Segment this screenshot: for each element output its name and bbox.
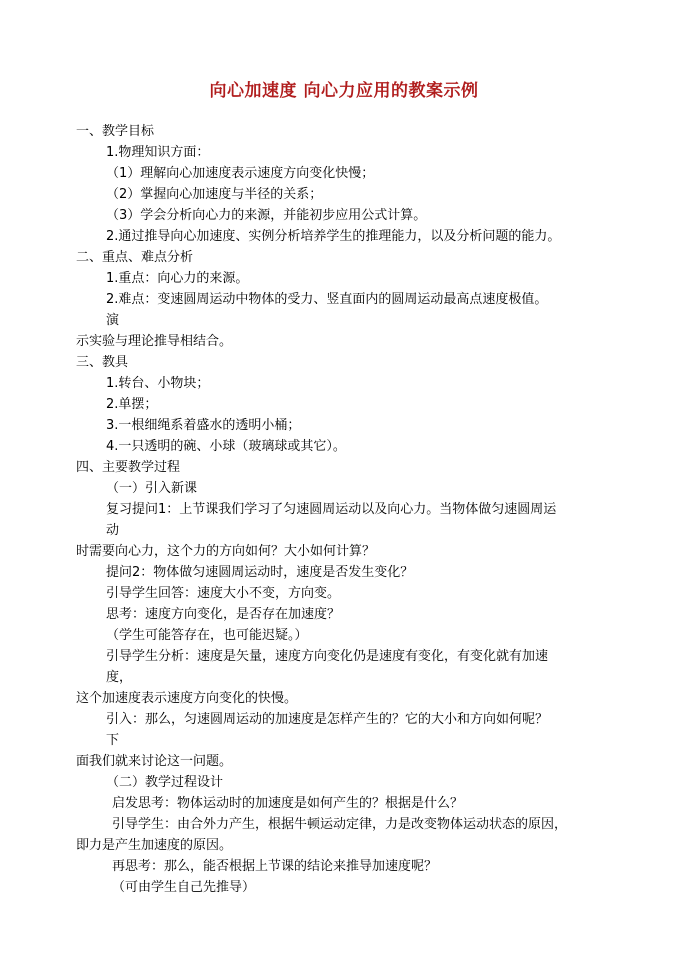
text-line: 度， — [106, 670, 133, 685]
text-line: 3.一根细绳系着盛水的透明小桶； — [106, 418, 301, 433]
text-line: 引导学生回答：速度大小不变，方向变。 — [106, 586, 341, 601]
text-line: 再思考：那么，能否根据上节课的结论来推导加速度呢？ — [112, 859, 438, 874]
text-line: 这个加速度表示速度方向变化的快慢。 — [76, 691, 298, 706]
text-line: （2）掌握向心加速度与半径的关系； — [106, 187, 323, 202]
text-line: 动 — [106, 523, 120, 538]
section-heading-objectives: 一、教学目标 — [76, 124, 155, 139]
text-line: 1.转台、小物块； — [106, 376, 210, 391]
text-line: 4.一只透明的碗、小球（玻璃球或其它）。 — [106, 439, 346, 454]
text-line: （学生可能答存在，也可能迟疑。） — [106, 628, 308, 643]
text-line: 引入：那么，匀速圆周运动的加速度是怎样产生的？它的大小和方向如何呢？ — [106, 712, 549, 727]
section-heading-key-points: 二、重点、难点分析 — [76, 250, 194, 265]
text-line: 示实验与理论推导相结合。 — [76, 334, 233, 349]
text-line: 提问2：物体做匀速圆周运动时，速度是否发生变化？ — [106, 565, 414, 580]
text-line: 2.通过推导向心加速度、实例分析培养学生的推理能力，以及分析问题的能力。 — [106, 229, 561, 244]
text-line: 复习提问1：上节课我们学习了匀速圆周运动以及向心力。当物体做匀速圆周运 — [106, 502, 557, 517]
subsection-heading: （二）教学过程设计 — [106, 775, 224, 790]
text-line: 1.物理知识方面： — [106, 145, 210, 160]
text-line: 面我们就来讨论这一问题。 — [76, 754, 233, 769]
text-line: 2.单摆； — [106, 397, 158, 412]
document-title: 向心加速度 向心力应用的教案示例 — [209, 81, 479, 101]
text-line: 下 — [106, 733, 120, 748]
text-line: （3）学会分析向心力的来源，并能初步应用公式计算。 — [106, 208, 427, 223]
text-line: 引导学生：由合外力产生，根据牛顿运动定律，力是改变物体运动状态的原因， — [112, 817, 568, 832]
subsection-heading: （一）引入新课 — [106, 481, 198, 496]
section-heading-teaching-aids: 三、教具 — [76, 355, 129, 370]
text-line: 时需要向心力，这个力的方向如何？大小如何计算？ — [76, 544, 376, 559]
text-line: （1）理解向心加速度表示速度方向变化快慢； — [106, 166, 375, 181]
text-line: 思考：速度方向变化，是否存在加速度？ — [106, 607, 341, 622]
text-line: 1.重点：向心力的来源。 — [106, 271, 249, 286]
text-line: （可由学生自己先推导） — [112, 880, 256, 895]
section-heading-process: 四、主要教学过程 — [76, 460, 181, 475]
text-line: 引导学生分析：速度是矢量，速度方向变化仍是速度有变化，有变化就有加速 — [106, 649, 549, 664]
text-line: 即力是产生加速度的原因。 — [76, 838, 233, 853]
text-line: 2.难点：变速圆周运动中物体的受力、竖直面内的圆周运动最高点速度极值。 — [106, 292, 548, 307]
text-line: 启发思考：物体运动时的加速度是如何产生的？根据是什么？ — [112, 796, 464, 811]
text-line: 演 — [106, 313, 120, 328]
